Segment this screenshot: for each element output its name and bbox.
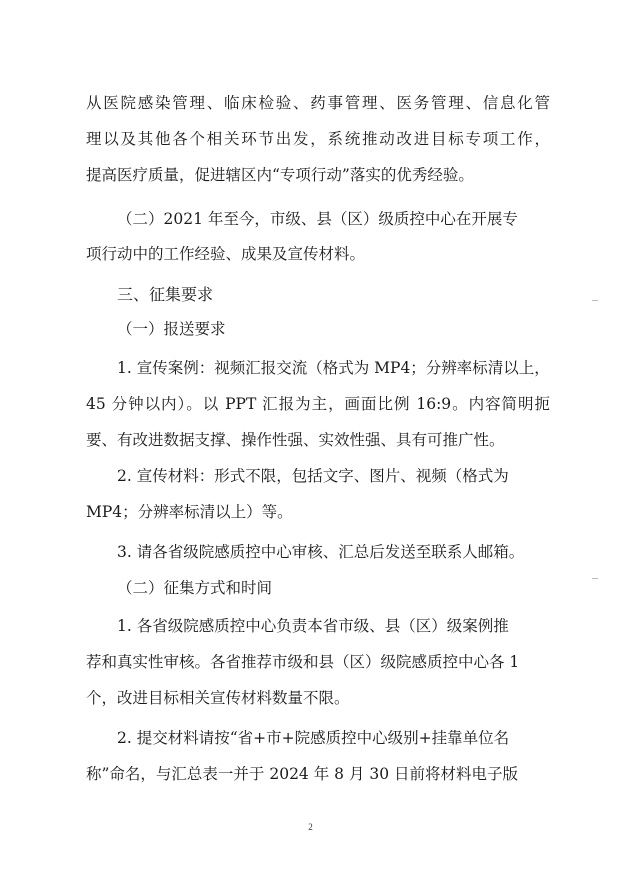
paragraph-3-line-1: 1. 宣传案例：视频汇报交流（格式为 MP4；分辨率标清以上， (117, 359, 550, 377)
paragraph-1-line-1: 从医院感染管理、临床检验、药事管理、医务管理、信息化管 (86, 94, 550, 112)
subheading-submission-requirements: （一）报送要求 (117, 320, 226, 338)
paragraph-6-line-2: 荐和真实性审核。各省推荐市级和县（区）级院感质控中心各 1 (86, 653, 520, 671)
page-number: 2 (308, 822, 313, 832)
paragraph-3-line-3: 要、有改进数据支撑、操作性强、实效性强、具有可推广性。 (86, 431, 505, 449)
paragraph-3-line-2: 45 分钟以内）。以 PPT 汇报为主，画面比例 16:9。内容简明扼 (86, 395, 550, 413)
paragraph-2-line-1: （二）2021 年至今，市级、县（区）级质控中心在开展专 (117, 210, 518, 228)
section-heading-requirements: 三、征集要求 (117, 285, 214, 304)
paragraph-1-line-2: 理以及其他各个相关环节出发，系统推动改进目标专项工作， (86, 130, 550, 148)
paragraph-5-line-1: 3. 请各省级院感质控中心审核、汇总后发送至联系人邮箱。 (117, 543, 525, 561)
paragraph-6-line-3: 个，改进目标相关宣传材料数量不限。 (86, 689, 350, 707)
paragraph-7-line-2: 称”命名，与汇总表一并于 2024 年 8 月 30 日前将材料电子版 (86, 765, 519, 783)
paragraph-6-line-1: 1. 各省级院感质控中心负责本省市级、县（区）级案例推 (117, 617, 509, 635)
paragraph-4-line-2: MP4；分辨率标清以上）等。 (86, 503, 293, 521)
paragraph-2-line-2: 项行动中的工作经验、成果及宣传材料。 (86, 245, 366, 263)
scan-mark (592, 578, 598, 579)
paragraph-4-line-1: 2. 宣传材料：形式不限，包括文字、图片、视频（格式为 (117, 467, 509, 485)
paragraph-1-line-3: 提高医疗质量，促进辖区内“专项行动”落实的优秀经验。 (86, 166, 474, 184)
paragraph-7-line-1: 2. 提交材料请按“省+市+院感质控中心级别+挂靠单位名 (117, 729, 510, 747)
scan-mark (592, 300, 598, 301)
subheading-method-and-time: （二）征集方式和时间 (117, 579, 273, 597)
